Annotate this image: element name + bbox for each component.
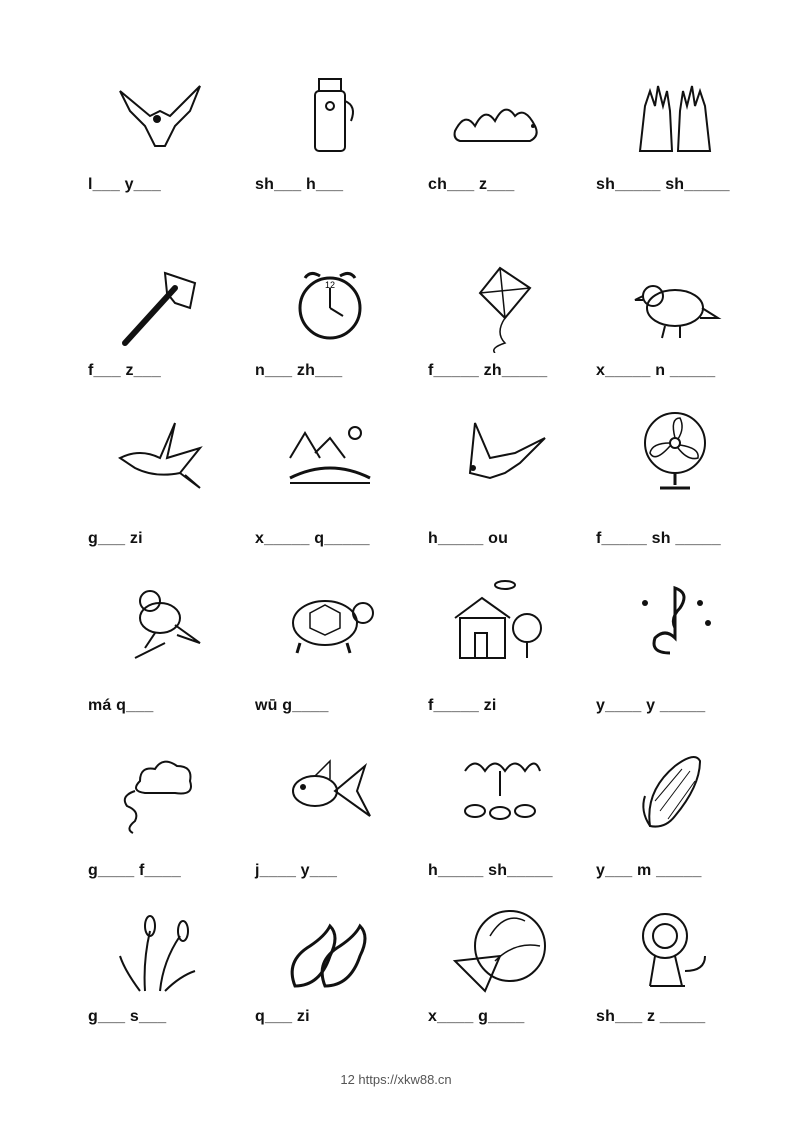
pinyin-prompt: g___ zi [88,530,143,547]
svg-text:12: 12 [325,279,336,290]
pinyin-prompt: sh_____ sh_____ [596,176,730,193]
sparrow-icon [585,255,765,355]
eagle-icon [70,68,250,168]
pinyin-prompt: wū g____ [255,697,329,714]
pinyin-prompt: f_____ zh_____ [428,362,548,379]
seagull-icon [410,400,590,500]
dove-icon [70,400,250,500]
turtle-icon [240,570,420,670]
pinyin-prompt: y____ y _____ [596,697,706,714]
page-footer: 12 https://xkw88.cn [340,1072,452,1087]
axe-icon [70,255,250,355]
pinyin-prompt: h_____ ou [428,530,509,547]
pinyin-prompt: x_____ n _____ [596,362,716,379]
pinyin-prompt: g___ s___ [88,1008,167,1025]
pinyin-prompt: má q___ [88,697,154,714]
pinyin-prompt: l___ y___ [88,176,161,193]
alarm-clock-icon [240,255,420,355]
fan-icon [585,400,765,500]
corn-icon [585,738,765,838]
cloud-wind-icon [70,738,250,838]
pinyin-prompt: sh___ z _____ [596,1008,706,1025]
pinyin-prompt: f_____ zi [428,697,497,714]
pinyin-prompt: ch___ z___ [428,176,515,193]
pinyin-prompt: j____ y___ [255,862,338,879]
caterpillar-icon [410,68,590,168]
pinyin-prompt: x____ g____ [428,1008,525,1025]
pinyin-prompt: sh___ h___ [255,176,344,193]
pinyin-prompt: h_____ sh_____ [428,862,553,879]
eggplant-icon [240,898,420,998]
peanut-icon [410,738,590,838]
pinyin-prompt: n___ zh___ [255,362,343,379]
pinyin-prompt: g____ f____ [88,862,181,879]
lion-icon [585,898,765,998]
house-icon [410,570,590,670]
goldfish-icon [240,738,420,838]
pinyin-prompt: x_____ q_____ [255,530,370,547]
pinyin-prompt: f_____ sh _____ [596,530,721,547]
pinyin-prompt: y___ m _____ [596,862,702,879]
pinyin-prompt: q___ zi [255,1008,310,1025]
music-note-icon [585,570,765,670]
hands-icon [585,68,765,168]
pinyin-prompt: f___ z___ [88,362,161,379]
rice-plant-icon [70,898,250,998]
watermelon-icon [410,898,590,998]
bird-on-branch-icon [70,570,250,670]
thermos-icon [240,68,420,168]
kite-icon [410,255,590,355]
bridge-icon [240,400,420,500]
